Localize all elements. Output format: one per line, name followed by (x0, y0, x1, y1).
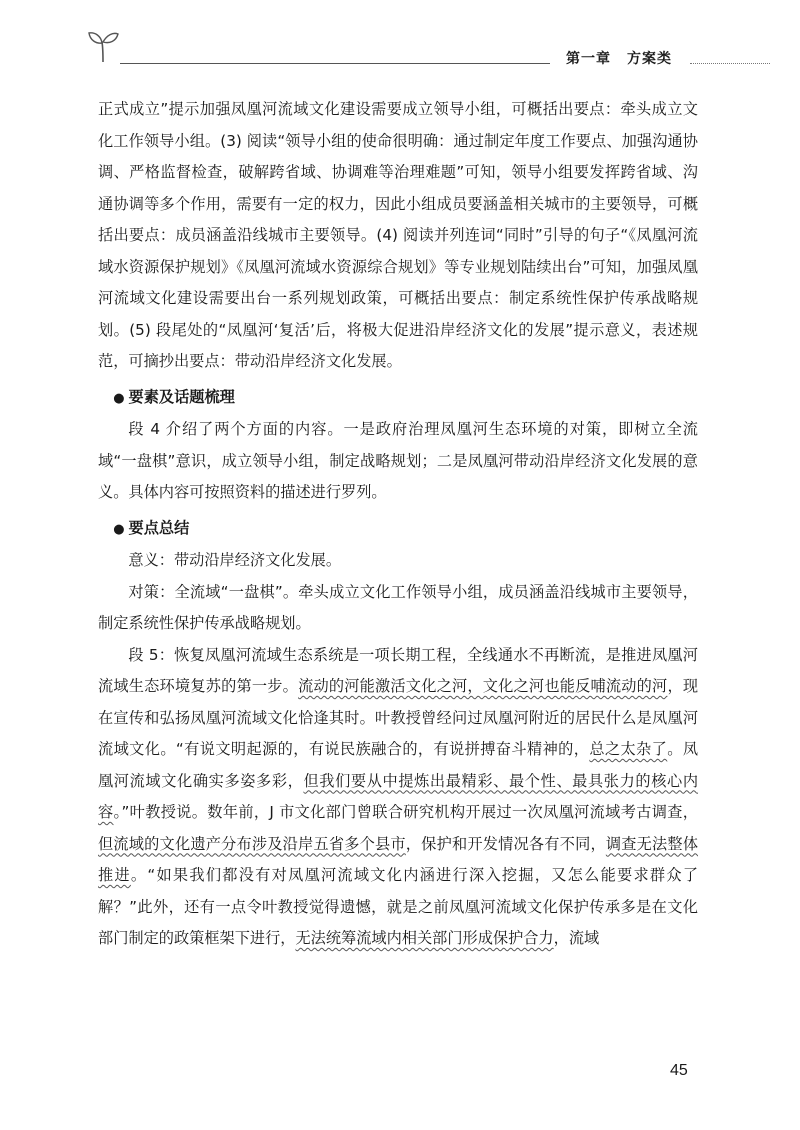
sprout-icon (86, 26, 120, 64)
summary-significance: 意义：带动沿岸经济文化发展。 (128, 551, 342, 569)
highlighted-phrase: 调查无法整体推进 (98, 834, 699, 884)
highlighted-phrase: 流动的河能激活文化之河，文化之河也能反哺流动的河 (298, 677, 668, 695)
chapter-label: 第一章 (566, 51, 611, 67)
paragraph-5: 段 5：恢复凤凰河流域生态系统是一项长期工程，全线通水不再断流，是推进凤凰河流域生态环境复苏的第一步。流动的河能激活文化之河，文化之河也能反哺流动的河，现在宣传和弘扬凤凰河流域文化恰逢其时。叶教授曾经问过凤凰河附近的居民什么是凤凰河流域文化。“有说文明起源的，有说民族融合的，有说拼搏奋斗精神的，总之太杂了。凤凰河流域文化确实多姿多彩，但我们要从中提炼出最精彩、最个性、最具张力的核心内容。”叶教授说。数年前，J 市文化部门曾联合研究机构开展过一次凤凰河流域考古调查，但流域的文化遗产分布涉及沿岸五省多个县市，保护和开发情况各有不同，调查无法整体推进。“如果我们都没有对凤凰河流域文化内涵进行深入挖掘，又怎么能要求群众了解？”此外，还有一点令叶教授觉得遗憾，就是之前凤凰河流域文化保护传承多是在文化部门制定的政策框架下进行，无法统筹流域内相关部门形成保护合力，流域 (98, 645, 699, 947)
paragraph-elements: 段 4 介绍了两个方面的内容。一是政府治理凤凰河生态环境的对策，即树立全流域“一盘棋”意识，成立领导小组，制定战略规划；二是凤凰河带动沿岸经济文化发展的意义。具体内容可按照资料的描述进行罗列。 (98, 420, 698, 501)
page-number: 45 (670, 1062, 688, 1079)
heading-elements: ● 要素及话题梳理 (113, 387, 235, 406)
header-dotted-rule (690, 63, 770, 64)
highlighted-phrase: 总之太杂了 (589, 740, 668, 758)
section-label: 方案类 (627, 51, 672, 67)
heading-summary: ● 要点总结 (113, 518, 190, 537)
running-header (566, 48, 672, 68)
highlighted-phrase: 无法统筹流域内相关部门形成保护合力 (295, 929, 554, 947)
bullet-icon: ● (113, 390, 125, 406)
header-rule (120, 63, 550, 64)
highlighted-phrase: 但我们要从中提炼出最精彩、最个性、最具张力的核心内容 (98, 771, 699, 821)
bullet-icon: ● (113, 521, 125, 537)
paragraph-analysis: 正式成立”提示加强凤凰河流域文化建设需要成立领导小组，可概括出要点：牵头成立文化工作领导小组。(3) 阅读“领导小组的使命很明确：通过制定年度工作要点、加强沟通协调、严格监督检查，破解跨省域、协调难等治理难题”可知，领导小组要发挥跨省域、沟通协调等多个作用，需要有一定的权力，因此小组成员要涵盖相关城市的主要领导，可概括出要点：成员涵盖沿线城市主要领导。(4) 阅读并列连词“同时”引导的句子“《凤凰河流域水资源保护规划》《凤凰河流域水资源综合规划》等专业规划陆续出台”可知，加强凤凰河流域文化建设需要出台一系列规划政策，可概括出要点：制定系统性保护传承战略规划。(5) 段尾处的“凤凰河‘复活’后，将极大促进沿岸经济文化的发展”提示意义，表述规范，可摘抄出要点：带动沿岸经济文化发展。 (98, 100, 698, 370)
highlighted-phrase: 但流域的文化遗产分布涉及沿岸五省多个县市 (98, 834, 406, 853)
summary-countermeasures: 对策：全流域“一盘棋”。牵头成立文化工作领导小组，成员涵盖沿线城市主要领导，制定系统性保护传承战略规划。 (98, 582, 698, 632)
body-text (98, 94, 698, 955)
